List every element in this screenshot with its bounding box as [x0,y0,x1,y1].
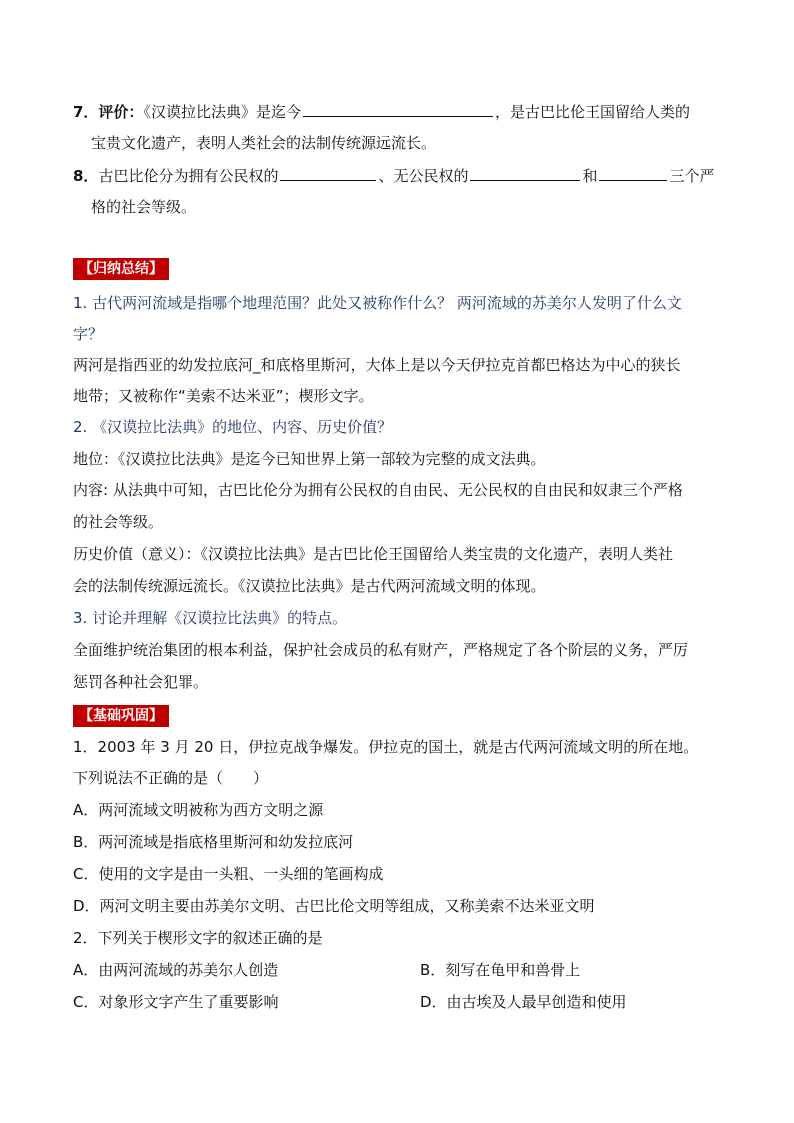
question-8-blank-1[interactable] [280,165,376,181]
basics-question-1-option-b[interactable]: B．两河流域是指底格里斯河和幼发拉底河 [73,833,354,851]
summary-answer-1-line-2: 地带；又被称作“美索不达米亚”；楔形文字。 [73,387,374,405]
summary-question-2: 2. 《汉谟拉比法典》的地位、内容、历史价值？ [73,418,393,436]
summary-question-1-line-1: 1. 古代两河流域是指哪个地理范围？此处又被称作什么？ 两河流域的苏美尔人发明了什么文 [73,294,682,312]
question-7-text-a: 《汉谟拉比法典》是迄今 [143,103,301,121]
basics-question-1-option-d[interactable]: D．两河文明主要由苏美尔文明、古巴比伦文明等组成，又称美索不达米亚文明 [73,897,595,915]
question-7-line-2: 宝贵文化遗产，表明人类社会的法制传统源远流长。 [91,134,437,152]
basics-section-tag: 【基础巩固】 [73,705,169,727]
summary-answer-2-value-line-2: 会的法制传统源远流长。《汉谟拉比法典》是古代两河流域文明的体现。 [73,577,546,595]
question-8-text-d: 三个严 [669,167,715,185]
question-8-line-2: 格的社会等级。 [91,198,197,216]
question-8-line-1 [73,165,733,186]
summary-question-1-line-2: 字？ [73,325,104,343]
basics-question-2-option-a[interactable]: A．由两河流域的苏美尔人创造 [73,961,279,979]
summary-question-3: 3. 讨论并理解《汉谟拉比法典》的特点。 [73,609,348,627]
basics-question-2-row-2 [73,992,733,1012]
question-8-text-a: 古巴比伦分为拥有公民权的 [98,167,279,185]
basics-question-2-option-d[interactable]: D．由古埃及人最早创造和使用 [420,993,627,1011]
question-7-blank[interactable] [303,101,493,117]
summary-answer-2-content-line-1: 内容: 从法典中可知，古巴比伦分为拥有公民权的自由民、无公民权的自由民和奴隶三个严格 [73,481,683,499]
summary-answer-2-status: 地位：《汉谟拉比法典》是迄今已知世界上第一部较为完整的成文法典。 [73,450,546,468]
question-8-text-c: 和 [582,167,598,185]
basics-question-2-row-1 [73,960,733,980]
summary-answer-2-value-line-1: 历史价值（意义）：《汉谟拉比法典》是古巴比伦王国留给人类宝贵的文化遗产，表明人类社 [73,545,674,563]
question-7-text-b: ，是古巴比伦王国留给人类的 [494,103,690,121]
basics-question-1-option-c[interactable]: C．使用的文字是由一头粗、一头细的笔画构成 [73,865,384,883]
basics-question-1-line-1: 1．2003 年 3 月 20 日，伊拉克战争爆发。伊拉克的国土，就是古代两河流域文明的所在地。 [73,738,699,756]
basics-question-1-option-a[interactable]: A．两河流域文明被称为西方文明之源 [73,801,324,819]
summary-answer-3-line-1: 全面维护统治集团的根本利益，保护社会成员的私有财产，严格规定了各个阶层的义务，严厉 [73,641,689,659]
question-7-line-1 [73,101,733,122]
question-7-prefix: 7．评价： [73,103,144,121]
summary-section-tag: 【归纳总结】 [73,258,169,280]
summary-answer-2-content-line-2: 的社会等级。 [73,513,164,531]
summary-answer-1-line-1: 两河是指西亚的幼发拉底河_和底格里斯河，大体上是以今天伊拉克首都巴格达为中心的狭长 [73,356,681,374]
question-8-text-b: 、无公民权的 [378,167,469,185]
basics-question-2-option-c[interactable]: C．对象形文字产生了重要影响 [73,993,279,1011]
question-8-blank-3[interactable] [599,165,667,181]
question-8-blank-2[interactable] [470,165,580,181]
basics-question-2-option-b[interactable]: B．刻写在龟甲和兽骨上 [420,961,581,979]
summary-answer-3-line-2: 惩罚各种社会犯罪。 [73,673,209,691]
basics-question-1-line-2: 下列说法不正确的是（ ） [73,769,269,787]
basics-question-2: 2．下列关于楔形文字的叙述正确的是 [73,929,323,947]
question-8-prefix: 8． [73,167,99,185]
